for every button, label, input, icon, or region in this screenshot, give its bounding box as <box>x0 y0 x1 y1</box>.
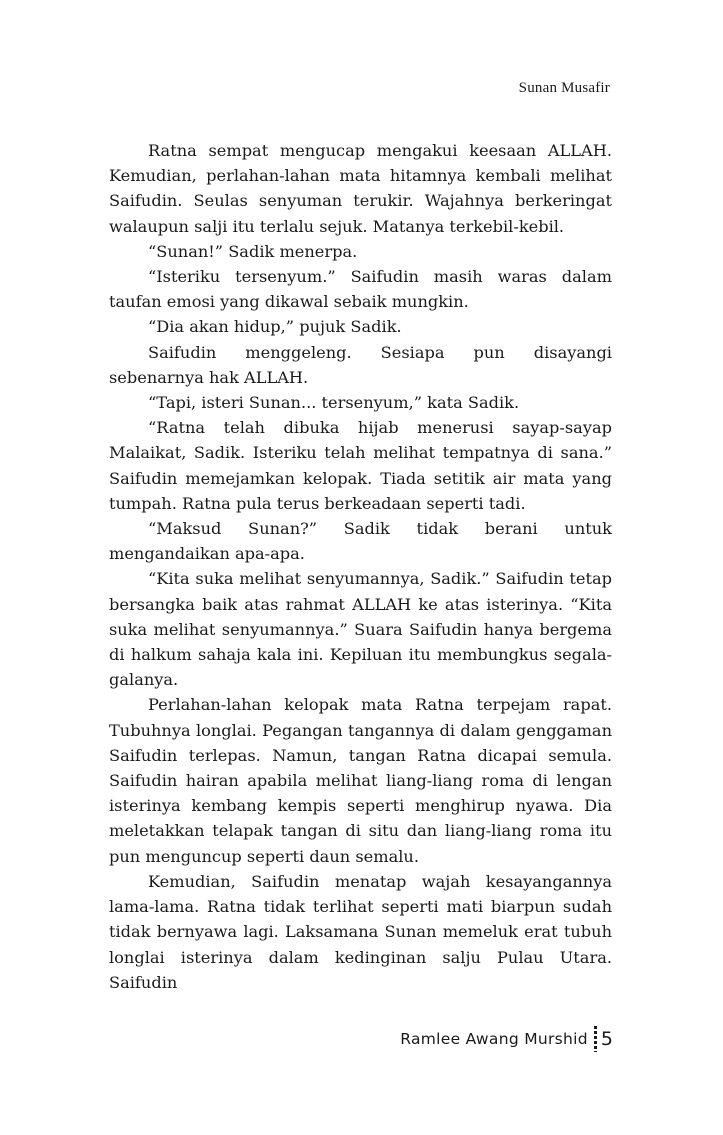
paragraph: Kemudian, Saifudin menatap wajah kesayangannya lama-lama. Ratna tidak terlihat seperti mati biarpun sudah tidak bernyawa lagi. Laksamana Sunan memeluk erat tubuh longlai isterinya dalam kedinginan salju Pulau Utara. Saifudin <box>109 871 612 992</box>
paragraph: “Tapi, isteri Sunan... tersenyum,” kata Sadik. <box>148 393 520 413</box>
running-title: Sunan Musafir <box>518 80 610 96</box>
paragraph: Ratna sempat mengucap mengakui keesaan ALLAH. Kemudian, perlahan-lahan mata hitamnya kembali melihat Saifudin. Seulas senyuman terukir. Wajahnya berkeringat walaupun salji itu terlalu sejuk. Matanya terkebil-kebil. <box>109 141 612 236</box>
footer-author: Ramlee Awang Murshid <box>400 1030 588 1048</box>
paragraph: “Sunan!” Sadik menerpa. <box>148 241 358 261</box>
paragraph: “Isteriku tersenyum.” Saifudin masih waras dalam taufan emosi yang dikawal sebaik mungkin. <box>109 267 612 312</box>
page-footer <box>400 1024 613 1054</box>
paragraph: “Kita suka melihat senyumannya, Sadik.” Saifudin tetap bersangka baik atas rahmat ALLAH ke atas isterinya. “Kita suka melihat senyumannya.” Suara Saifudin hanya bergema di halkum sahaja kala ini. Kepiluan itu membungkus segala-galanya. <box>109 569 612 690</box>
paragraph: “Dia akan hidup,” pujuk Sadik. <box>148 317 402 337</box>
paragraph: “Ratna telah dibuka hijab menerusi sayap-sayap Malaikat, Sadik. Isteriku telah melihat tempatnya di sana.” Saifudin memejamkan kelopak. Tiada setitik air mata yang tumpah. Ratna pula terus berkeadaan seperti tadi. <box>109 418 612 513</box>
dotted-divider <box>594 1026 597 1052</box>
paragraph: “Maksud Sunan?” Sadik tidak berani untuk mengandaikan apa-apa. <box>109 519 612 564</box>
body-text <box>109 138 612 995</box>
page-number: 5 <box>600 1028 613 1050</box>
paragraph: Perlahan-lahan kelopak mata Ratna terpejam rapat. Tubuhnya longlai. Pegangan tangannya di dalam genggaman Saifudin terlepas. Namun, tangan Ratna dicapai semula. Saifudin hairan apabila melihat liang-liang roma di lengan isterinya kembang kempis seperti menghirup nyawa. Dia meletakkan telapak tangan di situ dan liang-liang roma itu pun menguncup seperti daun semalu. <box>109 695 612 866</box>
paragraph: Saifudin menggeleng. Sesiapa pun disayangi sebenarnya hak ALLAH. <box>109 342 612 387</box>
